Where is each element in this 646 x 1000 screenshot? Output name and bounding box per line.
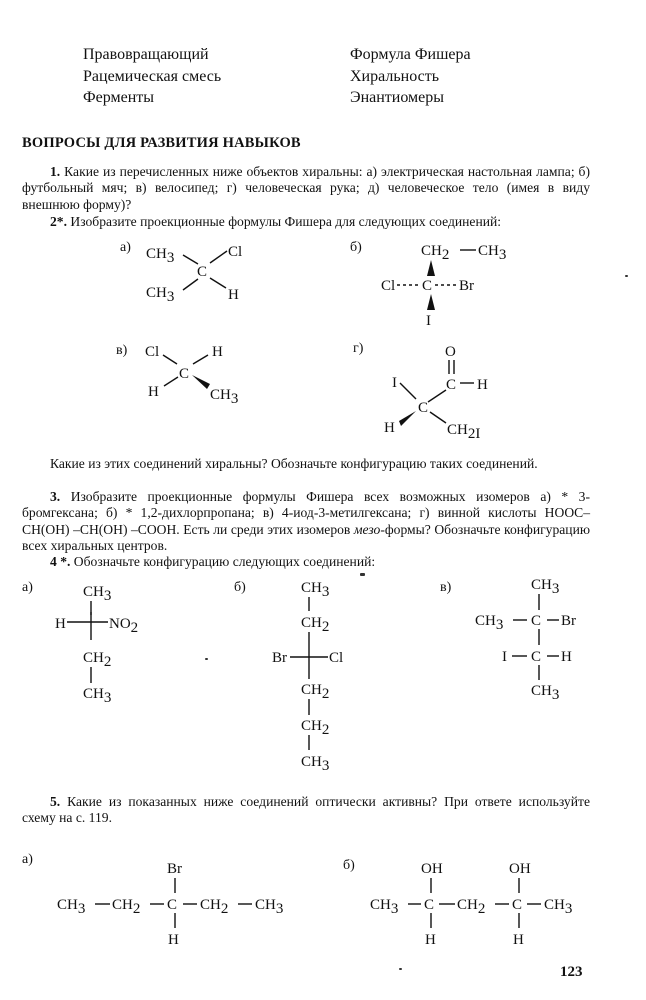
svg-text:H: H	[212, 344, 223, 360]
svg-text:CH3: CH3	[57, 897, 86, 917]
svg-text:C: C	[197, 264, 208, 280]
question-number: 2*.	[50, 214, 67, 229]
label-b: б)	[343, 858, 355, 873]
svg-text:H: H	[148, 384, 159, 400]
term: Хиральность	[350, 67, 439, 85]
svg-text:CH3: CH3	[531, 683, 560, 703]
question-number: 4 *.	[50, 554, 71, 569]
print-speck	[360, 573, 365, 576]
svg-text:H: H	[168, 932, 179, 948]
label-v: в)	[440, 580, 452, 595]
print-speck	[399, 968, 402, 970]
svg-text:CH3: CH3	[146, 246, 175, 266]
question-text: Обозначьте конфигурацию следующих соединений:	[73, 554, 376, 569]
svg-text:C: C	[531, 649, 542, 665]
svg-text:CH2: CH2	[301, 682, 330, 702]
svg-text:C: C	[179, 366, 190, 382]
print-speck	[205, 658, 208, 660]
print-speck	[625, 275, 628, 277]
svg-text:H: H	[55, 616, 66, 632]
svg-text:CH3: CH3	[544, 897, 573, 917]
question-number: 3.	[50, 489, 61, 504]
svg-text:OH: OH	[509, 861, 531, 877]
svg-text:CH2: CH2	[301, 615, 330, 635]
svg-text:C: C	[446, 377, 457, 393]
svg-text:Cl: Cl	[228, 244, 243, 260]
svg-text:CH3: CH3	[370, 897, 399, 917]
label-v: в)	[116, 343, 128, 358]
question-text-italic: мезо	[353, 521, 381, 537]
term: Энантиомеры	[350, 89, 445, 106]
svg-text:CH3: CH3	[478, 243, 507, 263]
svg-text:CH3: CH3	[83, 686, 112, 706]
svg-text:CH2: CH2	[457, 897, 486, 917]
svg-text:Br: Br	[459, 278, 474, 294]
svg-text:C: C	[531, 613, 542, 629]
svg-text:H: H	[384, 420, 395, 436]
svg-text:CH3: CH3	[301, 580, 330, 600]
structure-5b	[370, 861, 572, 948]
svg-text:CH3: CH3	[255, 897, 284, 917]
svg-text:H: H	[477, 377, 488, 393]
question-text: Какие из перечисленных ниже объектов хиральны: а) электрическая настольная лампа; б) футбольный мяч; в) велосипед; г) человеческая рука; д) человеческое тело (имея в виду внешнюю форму)?	[22, 164, 590, 212]
svg-text:CH2: CH2	[200, 897, 229, 917]
svg-text:Br: Br	[561, 613, 576, 629]
svg-text:Br: Br	[167, 861, 182, 877]
svg-text:C: C	[424, 897, 435, 913]
question-2-followup: Какие из этих соединений хиральны? Обозначьте конфигурацию таких соединений.	[50, 456, 538, 471]
svg-text:Br: Br	[272, 650, 287, 666]
question-text: -формы? Обозначьте конфигурацию всех хиральных центров.	[22, 521, 591, 554]
svg-text:CH2: CH2	[83, 650, 112, 670]
svg-text:O: O	[445, 344, 456, 360]
term: Формула Фишера	[350, 46, 471, 63]
question-text: Изобразите проекционные формулы Фишера для следующих соединений:	[70, 214, 502, 229]
svg-text:C: C	[422, 278, 433, 294]
term: Правовращающий	[83, 46, 209, 63]
label-a: а)	[120, 240, 131, 255]
page-number: 123	[560, 964, 583, 980]
svg-text:I: I	[392, 375, 397, 391]
label-g: г)	[353, 341, 364, 356]
svg-text:H: H	[425, 932, 436, 948]
svg-text:I: I	[502, 649, 507, 665]
term: Рацемическая смесь	[83, 67, 222, 85]
question-number: 1.	[50, 164, 61, 179]
svg-text:C: C	[167, 897, 178, 913]
svg-text:Cl: Cl	[145, 344, 160, 360]
svg-text:C: C	[512, 897, 523, 913]
svg-text:CH3: CH3	[210, 387, 239, 407]
svg-text:CH3: CH3	[83, 584, 112, 604]
svg-text:NO2: NO2	[109, 616, 139, 636]
svg-text:CH3: CH3	[301, 754, 330, 774]
svg-text:OH: OH	[421, 861, 443, 877]
label-b: б)	[234, 580, 246, 595]
label-a: а)	[22, 852, 33, 867]
svg-text:CH2: CH2	[112, 897, 141, 917]
svg-text:CH3: CH3	[531, 577, 560, 597]
svg-text:CH2: CH2	[301, 718, 330, 738]
question-text: Какие из показанных ниже соединений оптически активны? При ответе используйте схему на с. 119.	[22, 794, 590, 826]
svg-text:I: I	[426, 313, 431, 329]
label-b: б)	[350, 240, 362, 255]
question-number: 5.	[50, 794, 61, 809]
svg-text:H: H	[561, 649, 572, 665]
question-text: Изобразите проекционные формулы Фишера всех возможных изомеров а) * 3-бромгексана; б) * 1,2-дихлорпропана; в) 4-иод-3-метилгексана; г) винной кислоты HOOC–CH(OH) –CH(OH) –COOH. Есть ли среди этих изомеров	[22, 489, 590, 537]
svg-text:CH2I: CH2I	[447, 422, 481, 442]
svg-text:CH3: CH3	[475, 613, 504, 633]
structure-5a	[57, 861, 283, 948]
svg-text:CH3: CH3	[146, 285, 175, 305]
label-a: а)	[22, 580, 33, 595]
section-title: ВОПРОСЫ ДЛЯ РАЗВИТИЯ НАВЫКОВ	[22, 135, 301, 151]
svg-text:H: H	[228, 287, 239, 303]
svg-text:CH2: CH2	[421, 243, 450, 263]
svg-text:Cl: Cl	[329, 650, 344, 666]
svg-text:C: C	[418, 400, 429, 416]
term: Ферменты	[83, 89, 155, 106]
svg-text:H: H	[513, 932, 524, 948]
svg-text:Cl: Cl	[381, 278, 396, 294]
